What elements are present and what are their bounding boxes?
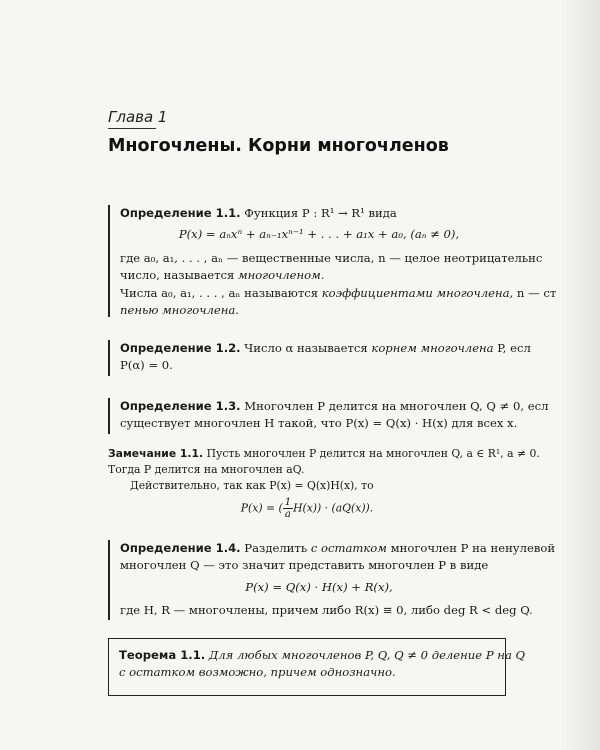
theorem-1-1-label: Теорема 1.1.	[119, 648, 206, 662]
theorem-1-1-line2: с остатком возможно, причем однозначно.	[119, 665, 396, 680]
definition-1-1-label: Определение 1.1.	[120, 206, 241, 220]
definition-1-1-line4: Числа a₀, a₁, . . . , aₙ называются	[120, 285, 322, 300]
definition-1-4-formula: P(x) = Q(x) · H(x) + R(x),	[245, 579, 393, 594]
definition-1-4	[108, 540, 556, 620]
fraction-denominator: a	[284, 508, 291, 520]
definition-1-4-text-tail: многочлен P на ненулевой	[386, 541, 556, 555]
definition-1-1-line2: где a₀, a₁, . . . , aₙ — вещественные числа, n — целое неотрицательнс	[120, 250, 543, 265]
remark-1-1-line3: Действительно, так как P(x) = Q(x)H(x), то	[130, 479, 374, 493]
definition-1-2-label: Определение 1.2.	[120, 341, 241, 355]
remark-1-1-line2: Тогда P делится на многочлен aQ.	[108, 463, 305, 477]
definition-1-1-coeff-term: коэффициентами многочлена,	[321, 285, 514, 300]
fraction-numerator: 1	[284, 496, 292, 508]
definition-1-1-line1: Функция P : R¹ → R¹ вида	[244, 206, 397, 220]
definition-1-1-term: многочленом.	[238, 268, 325, 283]
definition-1-1-line3: число, называется	[120, 268, 238, 283]
chapter-title: Многочлены. Корни многочленов	[108, 136, 449, 156]
definition-1-3	[108, 398, 549, 434]
definition-1-2-text: Число α называется	[244, 341, 372, 355]
definition-1-4-line2: многочлен Q — это значит представить многочлен P в виде	[120, 558, 489, 573]
definition-1-4-text: Разделить	[244, 541, 311, 555]
definition-1-2	[108, 340, 531, 376]
remark-1-1-label: Замечание 1.1.	[108, 447, 204, 460]
definition-1-2-text-tail: P, есл	[493, 341, 531, 355]
theorem-1-1-line1: Для любых многочленов P, Q, Q ≠ 0 деление P на Q	[208, 648, 526, 662]
remark-formula-right: H(x)) · (aQ(x)).	[293, 501, 374, 515]
remark-1-1-formula	[108, 497, 506, 520]
definition-1-2-term: корнем многочлена	[371, 341, 494, 355]
definition-1-3-line2: существует многочлен H такой, что P(x) = Q(x) · H(x) для всех x.	[120, 416, 518, 431]
definition-1-3-line1: Многочлен P делится на многочлен Q, Q ≠ 0, есл	[244, 399, 549, 413]
theorem-1-1	[108, 638, 526, 696]
definition-1-1-line4-tail: n — ст	[513, 285, 557, 300]
remark-1-1-line1: Пусть многочлен P делится на многочлен Q, a ∈ R¹, a ≠ 0.	[206, 447, 540, 460]
definition-1-3-label: Определение 1.3.	[120, 399, 241, 413]
definition-1-1-formula: P(x) = aₙxⁿ + aₙ₋₁xⁿ⁻¹ + . . . + a₁x + a₀, (aₙ ≠ 0),	[178, 227, 460, 242]
definition-1-4-term: с остатком	[310, 541, 387, 555]
remark-1-1	[108, 446, 540, 526]
definition-1-4-line3: где H, R — многочлены, причем либо R(x) ≡ 0, либо deg R < deg Q.	[120, 603, 533, 618]
definition-1-1	[108, 205, 557, 317]
page-edge-shadow	[560, 0, 600, 750]
definition-1-4-label: Определение 1.4.	[120, 541, 241, 555]
chapter-rule	[108, 128, 156, 129]
definition-1-1-line5: пенью многочлена.	[120, 302, 239, 317]
chapter-label: Глава 1	[108, 108, 168, 126]
definition-1-2-line2: P(α) = 0.	[120, 358, 173, 373]
remark-formula-left: P(x) = (	[240, 501, 283, 515]
remark-fraction	[283, 497, 293, 520]
